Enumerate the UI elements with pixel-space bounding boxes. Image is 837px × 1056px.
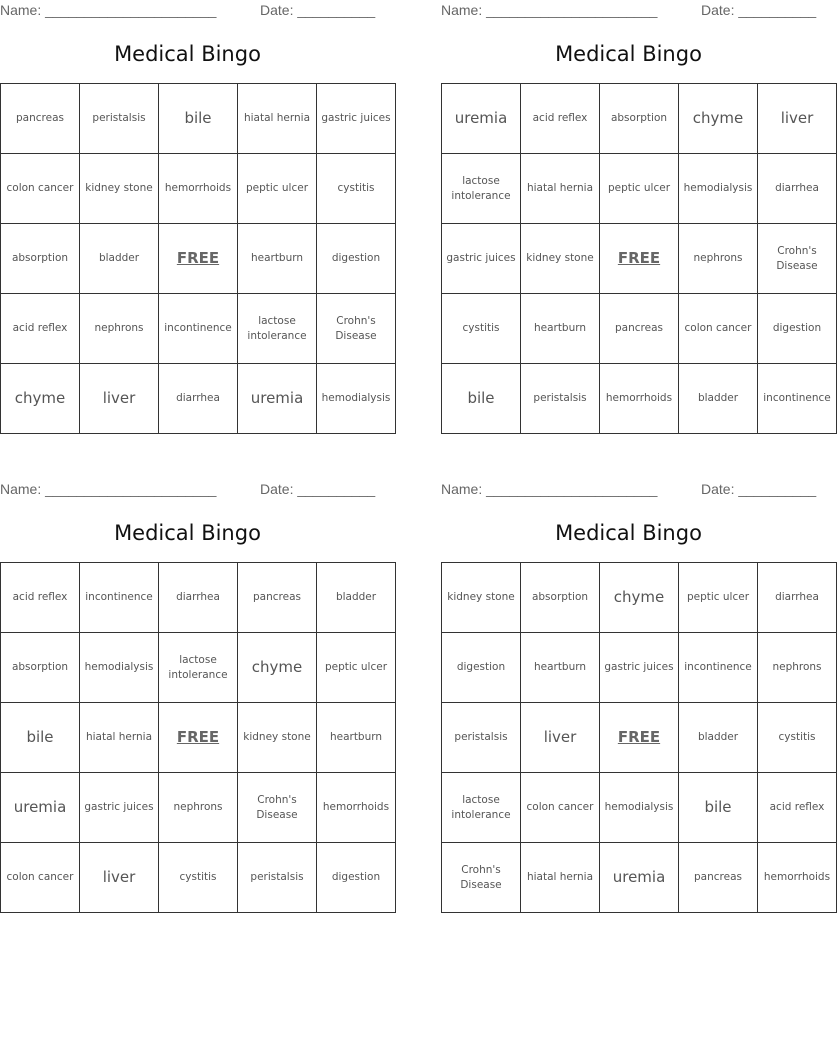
bingo-cell: acid reflex (1, 563, 80, 633)
bingo-cell: colon cancer (679, 294, 758, 364)
card-title: Medical Bingo (114, 521, 261, 545)
card-title: Medical Bingo (555, 42, 702, 66)
bingo-cell: gastric juices (442, 224, 521, 294)
date-field: Date: __________ (701, 2, 817, 18)
bingo-grid (0, 562, 396, 913)
bingo-cell: hemorrhoids (159, 154, 238, 224)
bingo-cell: digestion (758, 294, 837, 364)
bingo-cell: bladder (80, 224, 159, 294)
grid-row (1, 773, 396, 843)
bingo-cell: peptic ulcer (679, 563, 758, 633)
bingo-cell: diarrhea (159, 563, 238, 633)
grid-row (442, 294, 837, 364)
bingo-cell: peristalsis (442, 703, 521, 773)
bingo-cell: Crohn's Disease (758, 224, 837, 294)
name-field: Name: ______________________ (441, 481, 658, 497)
bingo-cell: incontinence (758, 364, 837, 434)
grid-row (1, 703, 396, 773)
bingo-cell: uremia (1, 773, 80, 843)
grid-row (1, 224, 396, 294)
bingo-cell: hiatal hernia (238, 84, 317, 154)
date-field: Date: __________ (260, 481, 376, 497)
bingo-cell: heartburn (317, 703, 396, 773)
free-space-cell: FREE (600, 224, 679, 294)
bingo-cell: cystitis (758, 703, 837, 773)
bingo-cell: uremia (600, 843, 679, 913)
bingo-cell: heartburn (521, 294, 600, 364)
bingo-cell: Crohn's Disease (442, 843, 521, 913)
bingo-grid (441, 83, 837, 434)
bingo-cell: hemodialysis (600, 773, 679, 843)
bingo-cell: hiatal hernia (80, 703, 159, 773)
bingo-cell: bile (442, 364, 521, 434)
bingo-cell: diarrhea (758, 563, 837, 633)
bingo-grid (0, 83, 396, 434)
bingo-cell: peristalsis (521, 364, 600, 434)
bingo-cell: pancreas (238, 563, 317, 633)
bingo-cell: hemorrhoids (317, 773, 396, 843)
grid-row (442, 703, 837, 773)
grid-row (1, 294, 396, 364)
bingo-cell: chyme (600, 563, 679, 633)
bingo-cell: peristalsis (238, 843, 317, 913)
date-field: Date: __________ (260, 2, 376, 18)
bingo-cell: incontinence (80, 563, 159, 633)
free-space-cell: FREE (159, 703, 238, 773)
bingo-cell: hiatal hernia (521, 154, 600, 224)
bingo-cell: peptic ulcer (238, 154, 317, 224)
grid-row (442, 84, 837, 154)
bingo-cell: colon cancer (1, 154, 80, 224)
bingo-cell: liver (80, 843, 159, 913)
grid-row (442, 773, 837, 843)
bingo-cell: nephrons (679, 224, 758, 294)
bingo-cell: bile (159, 84, 238, 154)
bingo-cell: hemodialysis (80, 633, 159, 703)
bingo-cell: acid reflex (758, 773, 837, 843)
bingo-cell: kidney stone (80, 154, 159, 224)
bingo-cell: kidney stone (442, 563, 521, 633)
bingo-cell: Crohn's Disease (238, 773, 317, 843)
bingo-cell: peptic ulcer (317, 633, 396, 703)
bingo-cell: absorption (1, 633, 80, 703)
bingo-cell: hemodialysis (317, 364, 396, 434)
bingo-cell: kidney stone (521, 224, 600, 294)
free-space-cell: FREE (159, 224, 238, 294)
grid-row (442, 364, 837, 434)
name-field: Name: ______________________ (0, 481, 217, 497)
bingo-cell: chyme (1, 364, 80, 434)
bingo-card-3 (0, 479, 390, 919)
bingo-cell: digestion (317, 224, 396, 294)
bingo-cell: incontinence (159, 294, 238, 364)
bingo-cell: gastric juices (80, 773, 159, 843)
bingo-cell: Crohn's Disease (317, 294, 396, 364)
bingo-cell: hemorrhoids (758, 843, 837, 913)
bingo-cell: lactose intolerance (238, 294, 317, 364)
bingo-card-1 (0, 0, 391, 440)
bingo-cell: liver (80, 364, 159, 434)
bingo-cell: absorption (521, 563, 600, 633)
bingo-cell: bladder (679, 364, 758, 434)
bingo-cell: digestion (317, 843, 396, 913)
bingo-cell: heartburn (521, 633, 600, 703)
bingo-cell: hemorrhoids (600, 364, 679, 434)
grid-row (442, 563, 837, 633)
bingo-cell: hiatal hernia (521, 843, 600, 913)
bingo-cell: digestion (442, 633, 521, 703)
bingo-cell: uremia (238, 364, 317, 434)
grid-row (442, 633, 837, 703)
bingo-cell: bile (1, 703, 80, 773)
grid-row (1, 364, 396, 434)
bingo-cell: diarrhea (159, 364, 238, 434)
bingo-cell: nephrons (758, 633, 837, 703)
bingo-cell: absorption (1, 224, 80, 294)
grid-row (1, 633, 396, 703)
bingo-grid (441, 562, 837, 913)
bingo-cell: peptic ulcer (600, 154, 679, 224)
bingo-cell: kidney stone (238, 703, 317, 773)
bingo-cell: gastric juices (317, 84, 396, 154)
bingo-card-4 (441, 479, 831, 919)
bingo-cell: cystitis (317, 154, 396, 224)
bingo-cell: nephrons (80, 294, 159, 364)
bingo-cell: chyme (238, 633, 317, 703)
bingo-cell: colon cancer (1, 843, 80, 913)
bingo-cell: lactose intolerance (442, 773, 521, 843)
grid-row (1, 563, 396, 633)
bingo-cell: pancreas (1, 84, 80, 154)
card-title: Medical Bingo (555, 521, 702, 545)
bingo-cell: cystitis (442, 294, 521, 364)
bingo-cell: diarrhea (758, 154, 837, 224)
grid-row (442, 154, 837, 224)
bingo-cell: bladder (679, 703, 758, 773)
name-field: Name: ______________________ (441, 2, 658, 18)
bingo-cell: uremia (442, 84, 521, 154)
bingo-cell: lactose intolerance (159, 633, 238, 703)
bingo-cell: liver (521, 703, 600, 773)
grid-row (442, 843, 837, 913)
bingo-cell: bladder (317, 563, 396, 633)
date-field: Date: __________ (701, 481, 817, 497)
bingo-card-2 (441, 0, 831, 440)
grid-row (1, 84, 396, 154)
bingo-cell: nephrons (159, 773, 238, 843)
bingo-cell: chyme (679, 84, 758, 154)
free-space-cell: FREE (600, 703, 679, 773)
bingo-cell: pancreas (679, 843, 758, 913)
bingo-cell: bile (679, 773, 758, 843)
bingo-cell: peristalsis (80, 84, 159, 154)
bingo-cell: liver (758, 84, 837, 154)
bingo-cell: lactose intolerance (442, 154, 521, 224)
name-field: Name: ______________________ (0, 2, 217, 18)
grid-row (442, 224, 837, 294)
bingo-cell: cystitis (159, 843, 238, 913)
bingo-cell: acid reflex (521, 84, 600, 154)
card-title: Medical Bingo (114, 42, 261, 66)
bingo-cell: incontinence (679, 633, 758, 703)
bingo-cell: pancreas (600, 294, 679, 364)
bingo-cell: gastric juices (600, 633, 679, 703)
grid-row (1, 843, 396, 913)
bingo-cell: heartburn (238, 224, 317, 294)
bingo-cell: hemodialysis (679, 154, 758, 224)
bingo-cell: acid reflex (1, 294, 80, 364)
bingo-cell: absorption (600, 84, 679, 154)
grid-row (1, 154, 396, 224)
bingo-cell: colon cancer (521, 773, 600, 843)
